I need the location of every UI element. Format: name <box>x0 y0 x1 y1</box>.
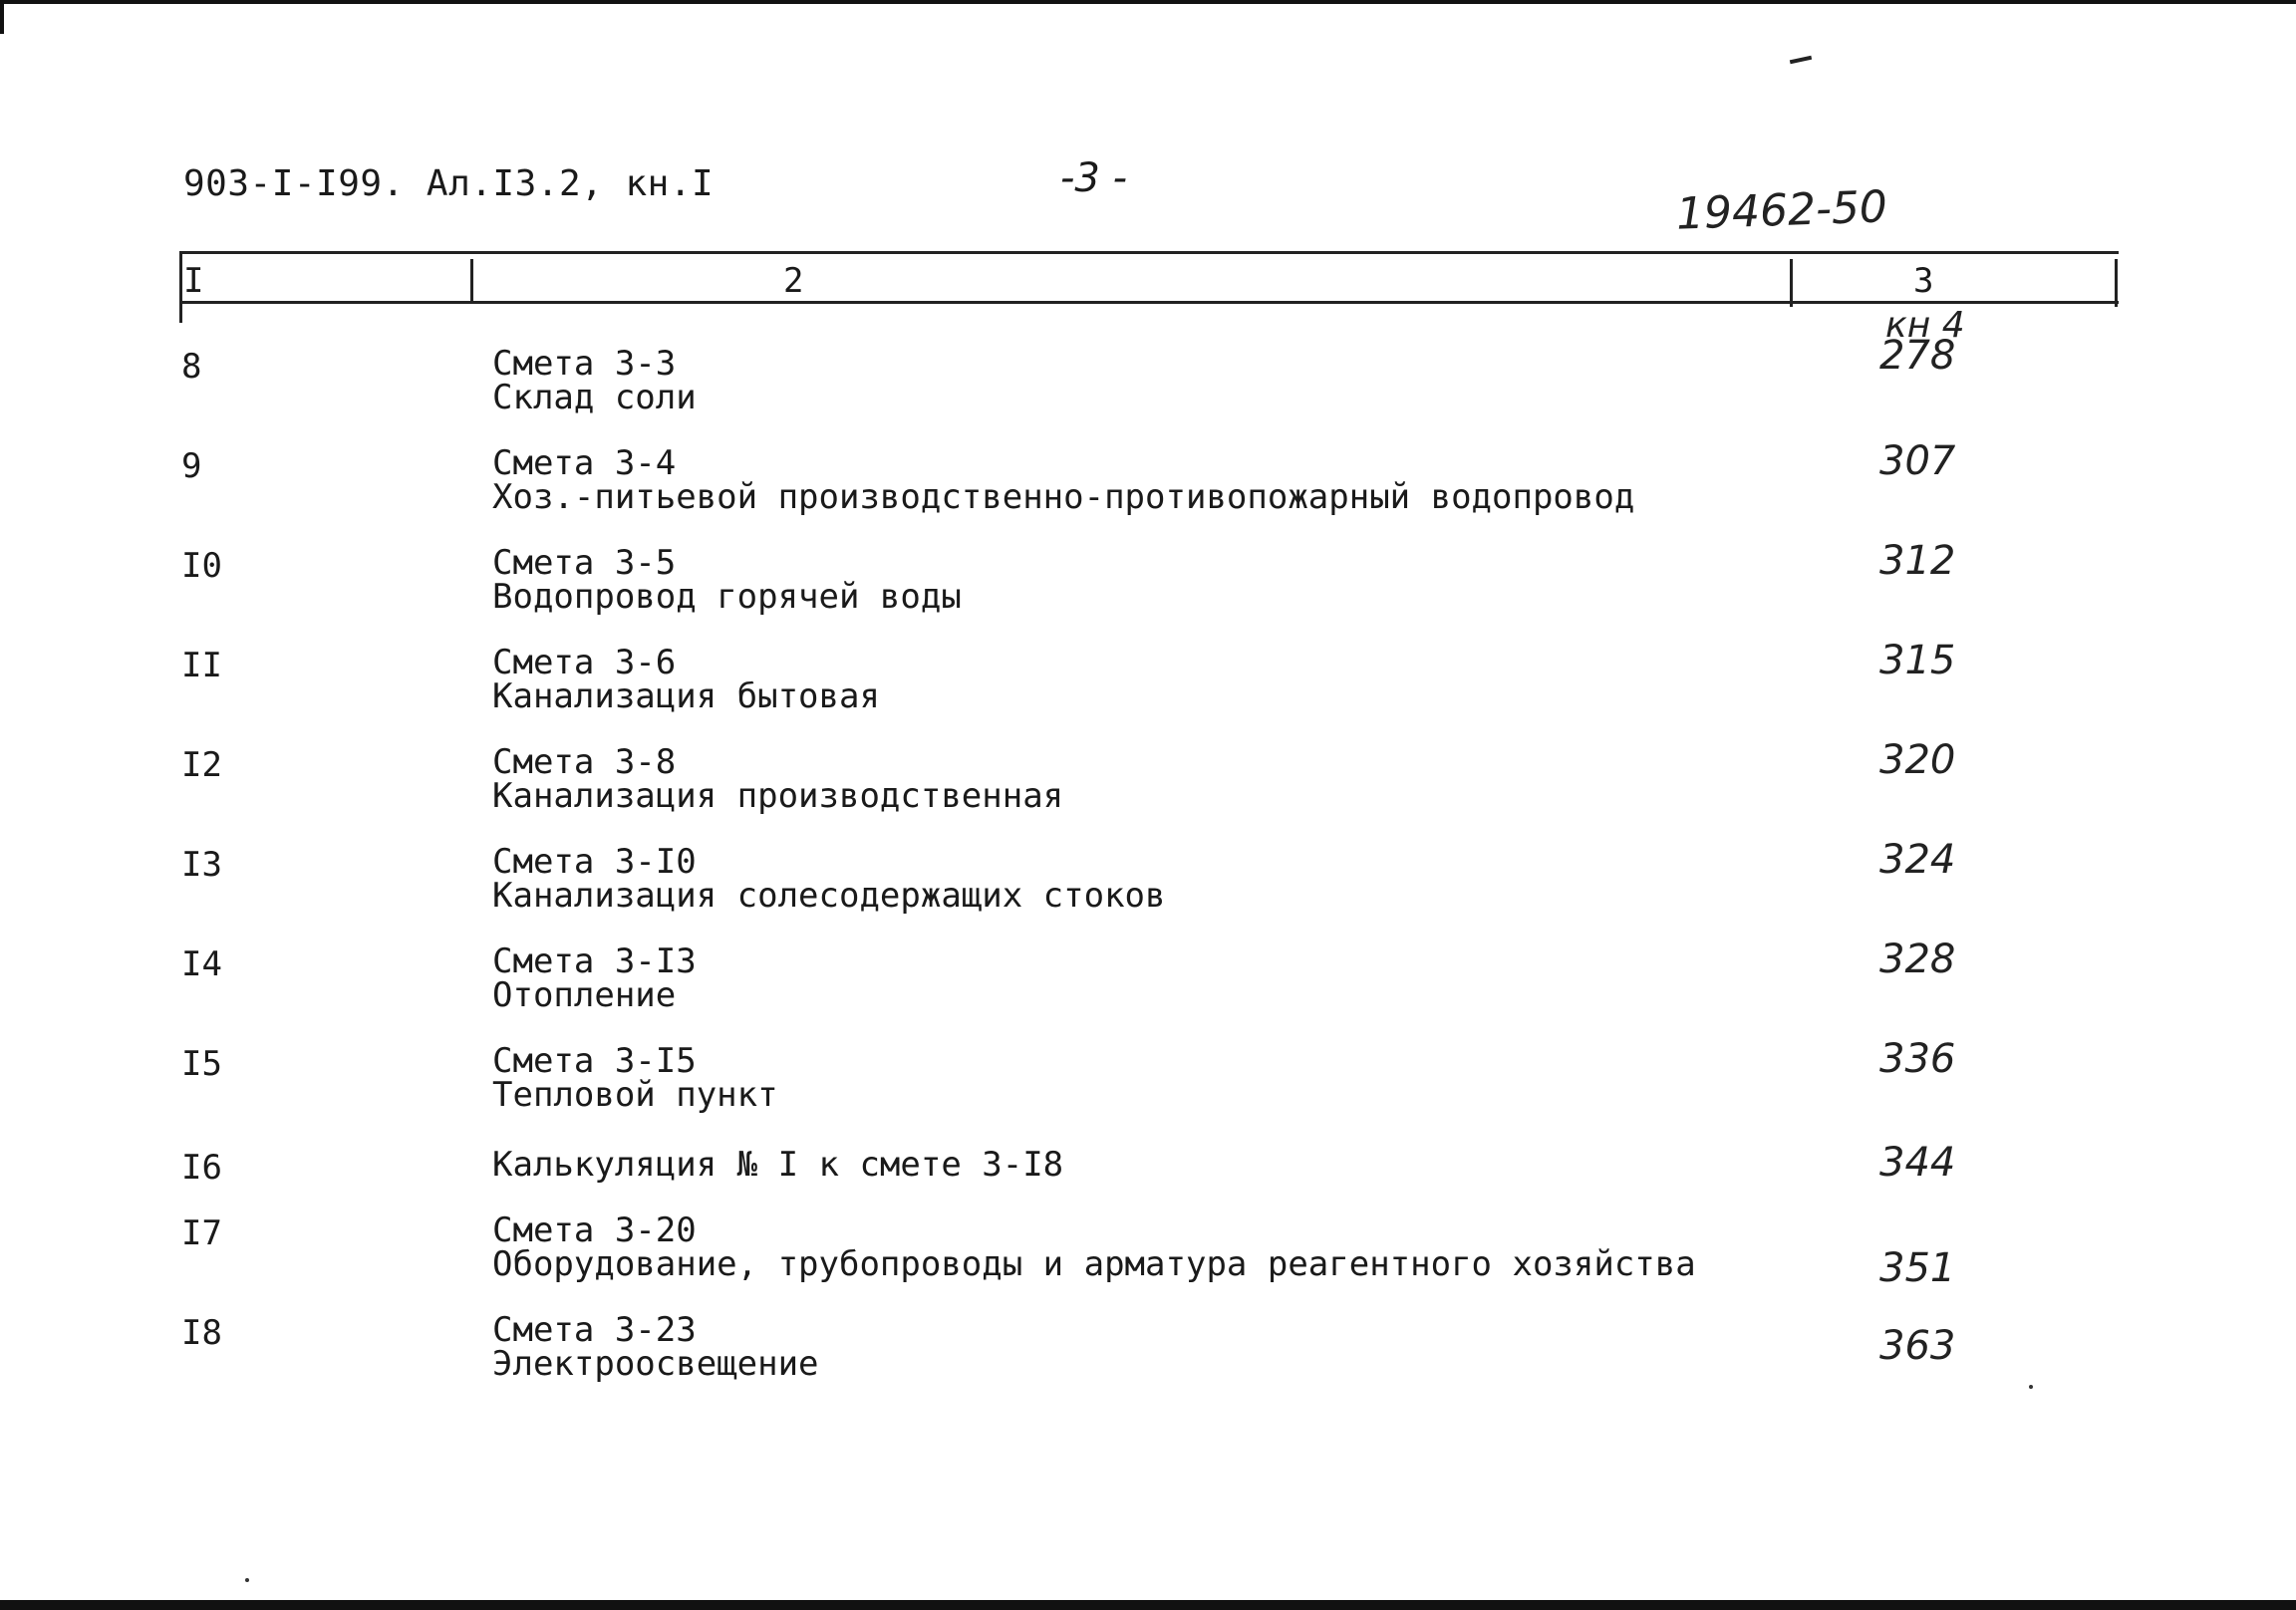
row-description: Оборудование, трубопроводы и арматура реагентного хозяйства <box>492 1244 1696 1284</box>
row-number: I6 <box>181 1148 222 1188</box>
row-title: Смета 3-5 <box>492 543 677 583</box>
row-page: 307 <box>1879 438 1956 484</box>
column-divider-1 <box>470 259 473 303</box>
row-description: Склад соли <box>492 378 697 417</box>
scan-speck <box>245 1578 249 1582</box>
table-right-border <box>2115 259 2118 307</box>
row-number: I5 <box>181 1044 222 1084</box>
pen-mark <box>1790 56 1812 64</box>
row-title: Смета 3-23 <box>492 1310 697 1350</box>
book-note: кн 4 <box>1885 305 1965 346</box>
row-title: Калькуляция № I к смете 3-I8 <box>492 1145 1064 1185</box>
row-number: 9 <box>181 446 202 486</box>
table-row <box>0 333 2296 436</box>
row-number: I4 <box>181 944 222 984</box>
row-number: II <box>181 646 222 685</box>
row-page: 324 <box>1879 837 1956 883</box>
column-divider-2 <box>1790 259 1793 307</box>
scan-edge-bottom <box>0 1600 2296 1610</box>
column-header-name: 2 <box>783 261 804 301</box>
row-title: Смета 3-3 <box>492 344 677 384</box>
table-row <box>0 1210 2296 1303</box>
row-title: Смета 3-6 <box>492 643 677 682</box>
table-row <box>0 538 2296 636</box>
row-page: 344 <box>1879 1140 1956 1186</box>
row-number: 8 <box>181 347 202 387</box>
table-row <box>0 937 2296 1034</box>
row-number: I2 <box>181 745 222 785</box>
row-title: Смета 3-8 <box>492 742 677 782</box>
row-description: Водопровод горячей воды <box>492 577 962 617</box>
row-page: 278 <box>1879 333 1956 379</box>
row-number: I7 <box>181 1213 222 1253</box>
row-page: 363 <box>1879 1323 1956 1369</box>
table-row <box>0 737 2296 835</box>
table-row <box>0 1036 2296 1134</box>
row-page: 320 <box>1879 737 1956 783</box>
row-page: 328 <box>1879 937 1956 982</box>
row-page: 351 <box>1879 1245 1956 1291</box>
table-header-top-rule <box>179 251 2119 254</box>
row-title: Смета 3-I3 <box>492 941 697 981</box>
row-description: Канализация производственная <box>492 776 1064 816</box>
page-number: -3 - <box>1060 155 1128 201</box>
archive-stamp-number: 19462-50 <box>1675 181 1888 240</box>
row-page: 336 <box>1879 1036 1956 1082</box>
table-row <box>0 438 2296 536</box>
row-description: Канализация солесодержащих стоков <box>492 876 1166 916</box>
row-description: Отопление <box>492 975 677 1015</box>
row-title: Смета 3-4 <box>492 443 677 483</box>
row-description: Канализация бытовая <box>492 676 880 716</box>
table-row <box>0 1310 2296 1403</box>
row-title: Смета 3-20 <box>492 1210 697 1250</box>
column-header-page: 3 <box>1913 261 1934 301</box>
document-code: 903-I-I99. Ал.I3.2, кн.I <box>183 163 715 204</box>
table-row <box>0 837 2296 935</box>
row-number: I0 <box>181 546 222 586</box>
table-row <box>0 638 2296 735</box>
column-header-number: I <box>183 261 204 301</box>
row-title: Смета 3-I0 <box>492 842 697 882</box>
scan-speck <box>2029 1385 2033 1389</box>
row-number: I8 <box>181 1313 222 1353</box>
row-page: 312 <box>1879 538 1956 584</box>
row-number: I3 <box>181 845 222 885</box>
scan-edge-top <box>0 0 2296 4</box>
row-description: Электроосвещение <box>492 1344 819 1384</box>
table-left-border <box>179 253 182 323</box>
row-description: Хоз.-питьевой производственно-противопожарный водопровод <box>492 477 1635 517</box>
row-title: Смета 3-I5 <box>492 1041 697 1081</box>
scan-edge-left <box>0 0 4 34</box>
row-page: 315 <box>1879 638 1956 683</box>
row-description: Тепловой пункт <box>492 1075 778 1115</box>
